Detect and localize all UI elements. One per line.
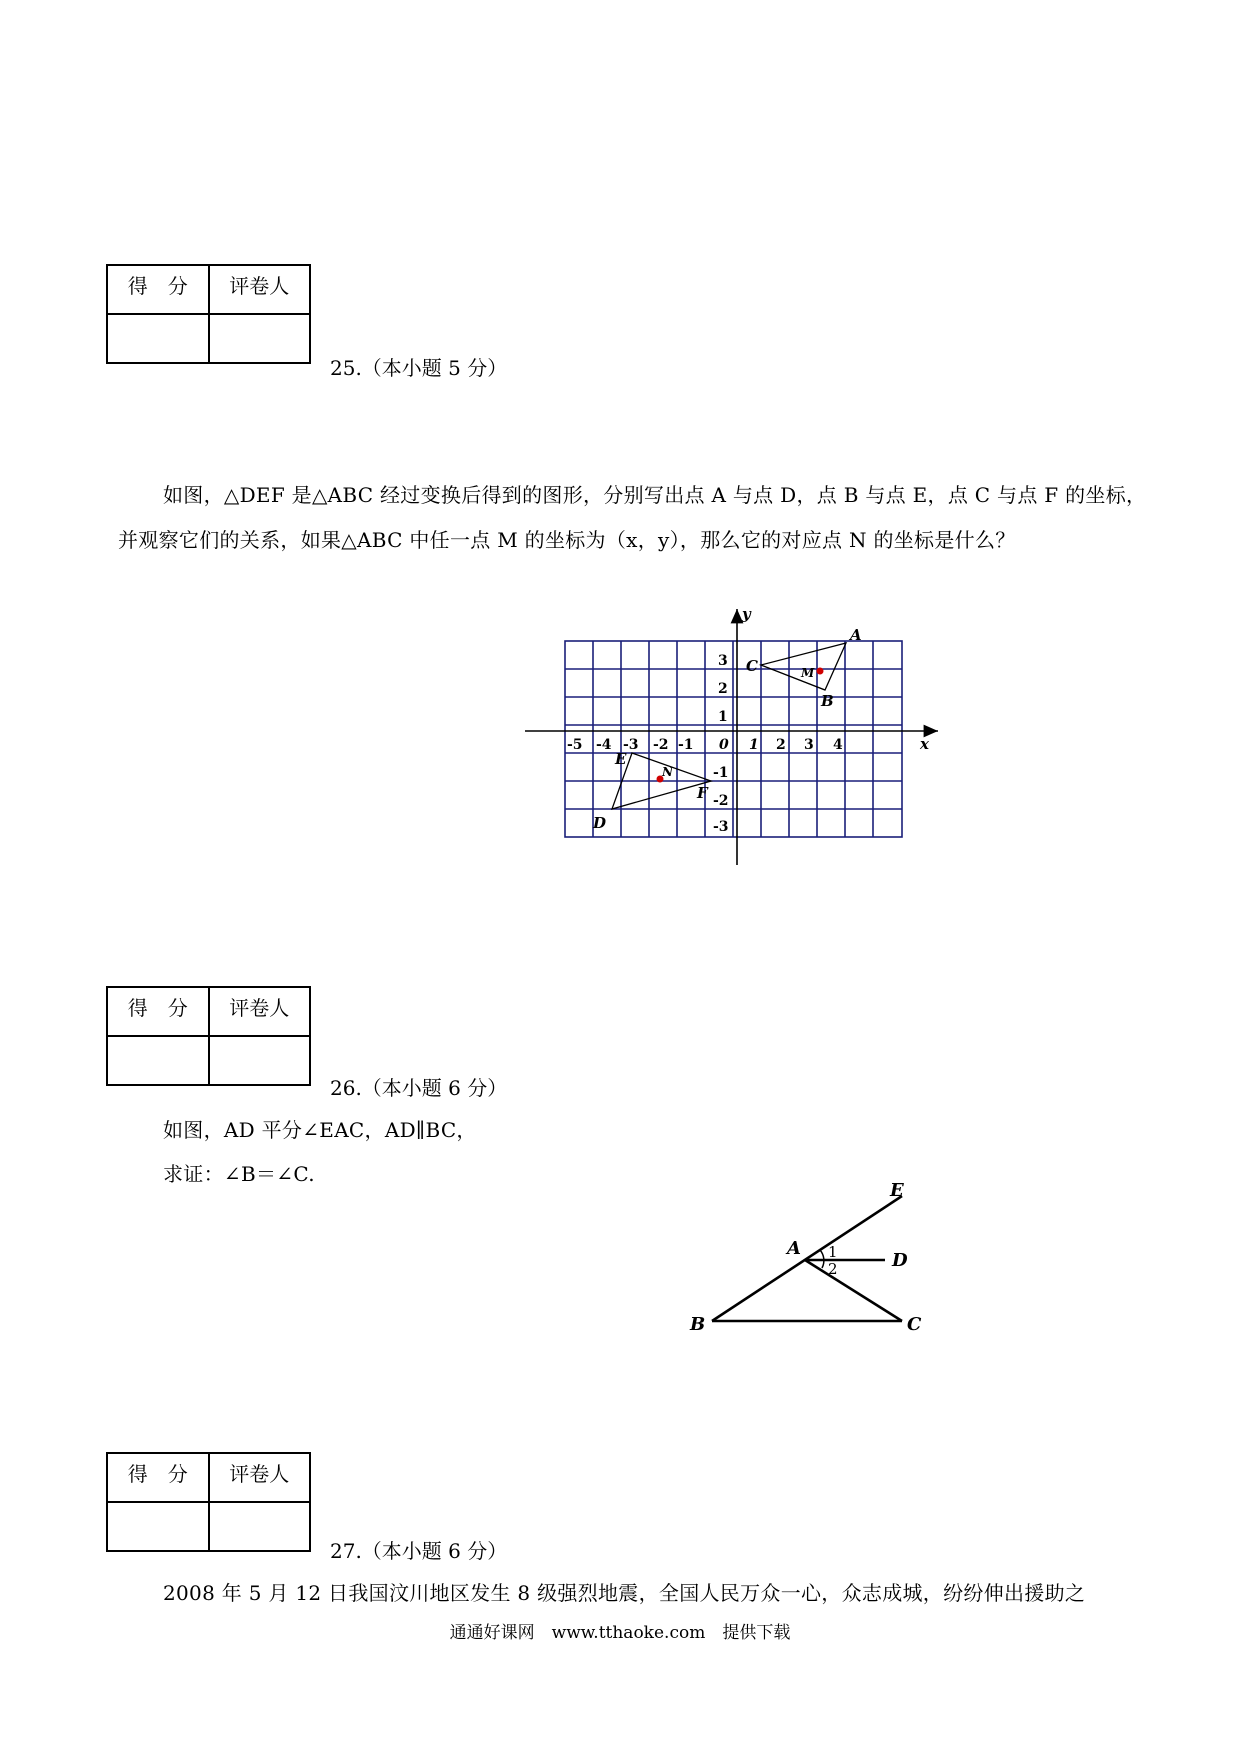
grader-cell[interactable]: [209, 1036, 311, 1085]
angle-bisector-figure: [670, 1170, 940, 1340]
grader-header: 评卷人: [209, 265, 311, 314]
x-axis-label: x: [920, 735, 929, 753]
x-tick-label: 2: [776, 737, 786, 753]
score-cell[interactable]: [107, 1502, 209, 1551]
label-a: A: [787, 1238, 801, 1259]
grader-cell[interactable]: [209, 1502, 311, 1551]
y-tick-label: 2: [718, 681, 728, 697]
point-f-label: F: [697, 784, 708, 802]
score-table-26: [106, 986, 311, 1086]
score-header: 得 分: [107, 1453, 209, 1502]
figure-lines: [712, 1196, 902, 1321]
label-e: E: [890, 1180, 904, 1201]
score-cell[interactable]: [107, 314, 209, 363]
y-tick-label: -1: [713, 765, 729, 781]
score-cell[interactable]: [107, 1036, 209, 1085]
y-tick-label: -3: [713, 819, 729, 835]
x-tick-label: -1: [678, 737, 694, 753]
x-tick-label: 4: [833, 737, 843, 753]
y-tick-label: 1: [718, 709, 728, 725]
question-27-text-line-1: 2008 年 5 月 12 日我国汶川地区发生 8 级强烈地震，全国人民万众一心，众志成城，纷纷伸出援助之: [163, 1581, 1086, 1605]
point-e-label: E: [615, 750, 627, 768]
grader-cell[interactable]: [209, 314, 311, 363]
label-c: C: [907, 1314, 922, 1335]
point-c-label: C: [746, 657, 758, 675]
question-26-header: 26.（本小题 6 分）: [330, 1076, 508, 1100]
score-header: 得 分: [107, 987, 209, 1036]
label-b: B: [690, 1314, 706, 1335]
question-25-text-line-2: 并观察它们的关系，如果△ABC 中任一点 M 的坐标为（x，y），那么它的对应点 N 的坐标是什么？: [118, 528, 1016, 552]
point-b-label: B: [821, 692, 834, 710]
score-table-25: [106, 264, 311, 364]
question-27-header: 27.（本小题 6 分）: [330, 1539, 508, 1563]
point-a-label: A: [850, 626, 862, 644]
y-tick-label: 3: [718, 653, 728, 669]
question-25-text-line-1: 如图，△DEF 是△ABC 经过变换后得到的图形，分别写出点 A 与点 D，点 B 与点 E，点 C 与点 F 的坐标，: [163, 483, 1147, 507]
point-d-label: D: [593, 814, 607, 832]
score-table-27: [106, 1452, 311, 1552]
y-axis-label: y: [742, 605, 751, 623]
coordinate-grid-figure: [520, 605, 950, 875]
question-26-text-line-2: 求证：∠B＝∠C.: [163, 1162, 315, 1186]
x-tick-label: -2: [653, 737, 669, 753]
grader-header: 评卷人: [209, 1453, 311, 1502]
x-tick-label: 1: [749, 737, 759, 753]
point-m-label: M: [801, 666, 815, 680]
angle-1-label: 1: [828, 1243, 838, 1261]
score-header: 得 分: [107, 265, 209, 314]
label-d: D: [892, 1250, 908, 1271]
x-tick-label: -5: [567, 737, 583, 753]
x-tick-label: 0: [719, 737, 729, 753]
point-m-marker: [817, 668, 824, 675]
x-tick-label: 3: [804, 737, 814, 753]
page-footer: 通通好课网 www.tthaoke.com 提供下载: [449, 1623, 791, 1643]
question-25-header: 25.（本小题 5 分）: [330, 356, 508, 380]
question-26-text-line-1: 如图，AD 平分∠EAC，AD∥BC，: [163, 1118, 477, 1142]
angle-2-label: 2: [828, 1260, 838, 1278]
point-n-label: N: [662, 765, 673, 779]
grader-header: 评卷人: [209, 987, 311, 1036]
x-tick-label: -3: [623, 737, 639, 753]
x-tick-label: -4: [596, 737, 612, 753]
y-tick-label: -2: [713, 793, 729, 809]
